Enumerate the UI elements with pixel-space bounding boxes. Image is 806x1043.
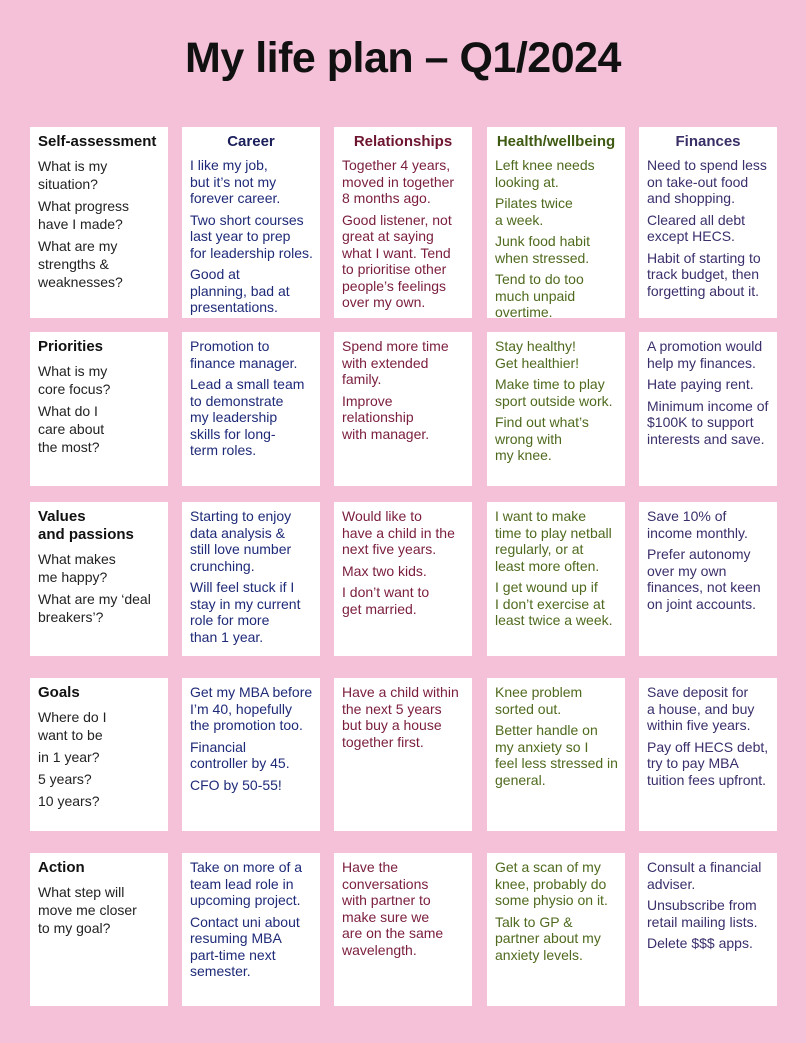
row-prompt: What do I care about the most?	[38, 403, 105, 455]
column-header-relationships: Relationships	[353, 133, 453, 150]
relationships-card	[334, 853, 472, 1006]
relationships-card	[334, 127, 472, 318]
row-label-card	[30, 332, 168, 486]
health-wellbeing-card	[487, 332, 625, 486]
card-text: Make time to play sport outside work.	[495, 376, 613, 409]
row-prompt: Where do I want to be	[38, 709, 107, 743]
card-text: Promotion to finance manager.	[190, 338, 298, 371]
card-text: Save deposit for a house, and buy within five years.	[647, 684, 755, 733]
card-text: CFO by 50-55!	[190, 776, 282, 793]
card-text: Tend to do too much unpaid overtime.	[495, 271, 584, 320]
row-prompt: What makes me happy?	[38, 551, 116, 585]
card-text: Will feel stuck if I stay in my current role for more than 1 year.	[190, 579, 301, 645]
card-text: Have a child within the next 5 years but buy a house together first.	[342, 684, 459, 750]
page-title: My life plan – Q1/2024	[185, 34, 621, 82]
row-prompt: What is my situation?	[38, 158, 108, 192]
row-prompt: What is my core focus?	[38, 363, 111, 397]
row-label-card	[30, 127, 168, 318]
card-text: Find out what’s wrong with my knee.	[495, 414, 589, 463]
card-text: Habit of starting to track budget, then forgetting about it.	[647, 249, 761, 299]
row-label: Self-assessment	[38, 133, 157, 150]
row-label-card	[30, 678, 168, 831]
card-text: Improve relationship with manager.	[342, 392, 430, 442]
card-text: Consult a financial adviser.	[647, 859, 762, 892]
card-text: Good at planning, bad at presentations.	[190, 266, 290, 315]
card-text: Prefer autonomy over my own finances, not keen on joint accounts.	[647, 546, 761, 612]
card-text: Spend more time with extended family.	[342, 338, 449, 387]
row-prompt: What are my strengths & weaknesses?	[38, 238, 123, 290]
card-text: Would like to have a child in the next five years.	[342, 508, 455, 557]
health-wellbeing-card	[487, 678, 625, 831]
relationships-card	[334, 502, 472, 656]
card-text: Need to spend less on take-out food and shopping.	[647, 157, 767, 206]
column-header-career: Career	[227, 133, 275, 150]
row-label: Action	[38, 859, 85, 876]
career-card	[182, 502, 320, 656]
card-text: Junk food habit when stressed.	[495, 233, 590, 266]
row-label: Values and passions	[38, 508, 134, 543]
card-text: Financial controller by 45.	[190, 738, 290, 771]
card-text: Two short courses last year to prep for leadership roles.	[190, 211, 313, 261]
finances-card	[639, 853, 777, 1006]
column-header-health-wellbeing: Health/wellbeing	[496, 133, 616, 150]
row-prompt: What step will move me closer to my goal?	[38, 884, 137, 936]
card-text: Starting to enjoy data analysis & still love number crunching.	[190, 508, 292, 574]
health-wellbeing-card	[487, 853, 625, 1006]
card-text: Good listener, not great at saying what I want. Tend to prioritise other people’s feelings over my own.	[342, 211, 452, 310]
row-prompt: in 1 year?	[38, 749, 100, 765]
card-text: Take on more of a team lead role in upcoming project.	[190, 859, 303, 908]
career-card	[182, 127, 320, 318]
card-text: Pay off HECS debt, try to pay MBA tuition fees upfront.	[647, 738, 769, 788]
card-text: Delete $$$ apps.	[647, 935, 753, 951]
card-text: Left knee needs looking at.	[495, 157, 595, 190]
finances-card	[639, 502, 777, 656]
card-text: Lead a small team to demonstrate my leadership skills for long- term roles.	[190, 376, 305, 458]
card-text: Knee problem sorted out.	[495, 684, 583, 717]
column-header-finances: Finances	[675, 133, 741, 150]
card-text: Together 4 years, moved in together 8 months ago.	[342, 157, 455, 206]
card-text: Max two kids.	[342, 562, 427, 579]
row-prompt: 10 years?	[38, 793, 100, 809]
card-text: I don’t want to get married.	[342, 584, 430, 617]
card-text: A promotion would help my finances.	[647, 338, 763, 371]
row-label: Priorities	[38, 338, 104, 355]
health-wellbeing-card	[487, 502, 625, 656]
card-text: Unsubscribe from retail mailing lists.	[647, 897, 758, 930]
row-label-card	[30, 853, 168, 1006]
card-text: Get my MBA before I’m 40, hopefully the promotion too.	[190, 684, 313, 733]
card-text: Have the conversations with partner to make sure we are on the same wavelength.	[342, 859, 444, 958]
finances-card	[639, 127, 777, 318]
card-text: I get wound up if I don’t exercise at least twice a week.	[495, 579, 613, 628]
career-card	[182, 332, 320, 486]
card-text: I like my job, but it’s not my forever career.	[190, 157, 281, 206]
row-prompt: 5 years?	[38, 771, 92, 787]
row-label-card	[30, 502, 168, 656]
row-prompt: What are my ‘deal breakers’?	[38, 591, 151, 625]
career-card	[182, 678, 320, 831]
card-text: Get a scan of my knee, probably do some physio on it.	[495, 859, 608, 908]
relationships-card	[334, 678, 472, 831]
card-text: Contact uni about resuming MBA part-time next semester.	[190, 913, 300, 979]
career-card	[182, 853, 320, 1006]
card-text: Minimum income of $100K to support interests and save.	[647, 397, 769, 447]
row-prompt: What progress have I made?	[38, 198, 130, 232]
relationships-card	[334, 332, 472, 486]
health-wellbeing-card	[487, 127, 625, 318]
card-text: Save 10% of income monthly.	[647, 508, 748, 541]
card-text: I want to make time to play netball regularly, or at least more often.	[495, 508, 612, 574]
card-text: Talk to GP & partner about my anxiety levels.	[495, 913, 601, 963]
card-text: Cleared all debt except HECS.	[647, 211, 746, 244]
row-label: Goals	[38, 684, 80, 701]
finances-card	[639, 332, 777, 486]
card-text: Stay healthy! Get healthier!	[495, 338, 580, 371]
card-text: Better handle on my anxiety so I feel less stressed in general.	[495, 722, 618, 788]
finances-card	[639, 678, 777, 831]
card-text: Hate paying rent.	[647, 376, 754, 392]
card-text: Pilates twice a week.	[495, 195, 573, 228]
